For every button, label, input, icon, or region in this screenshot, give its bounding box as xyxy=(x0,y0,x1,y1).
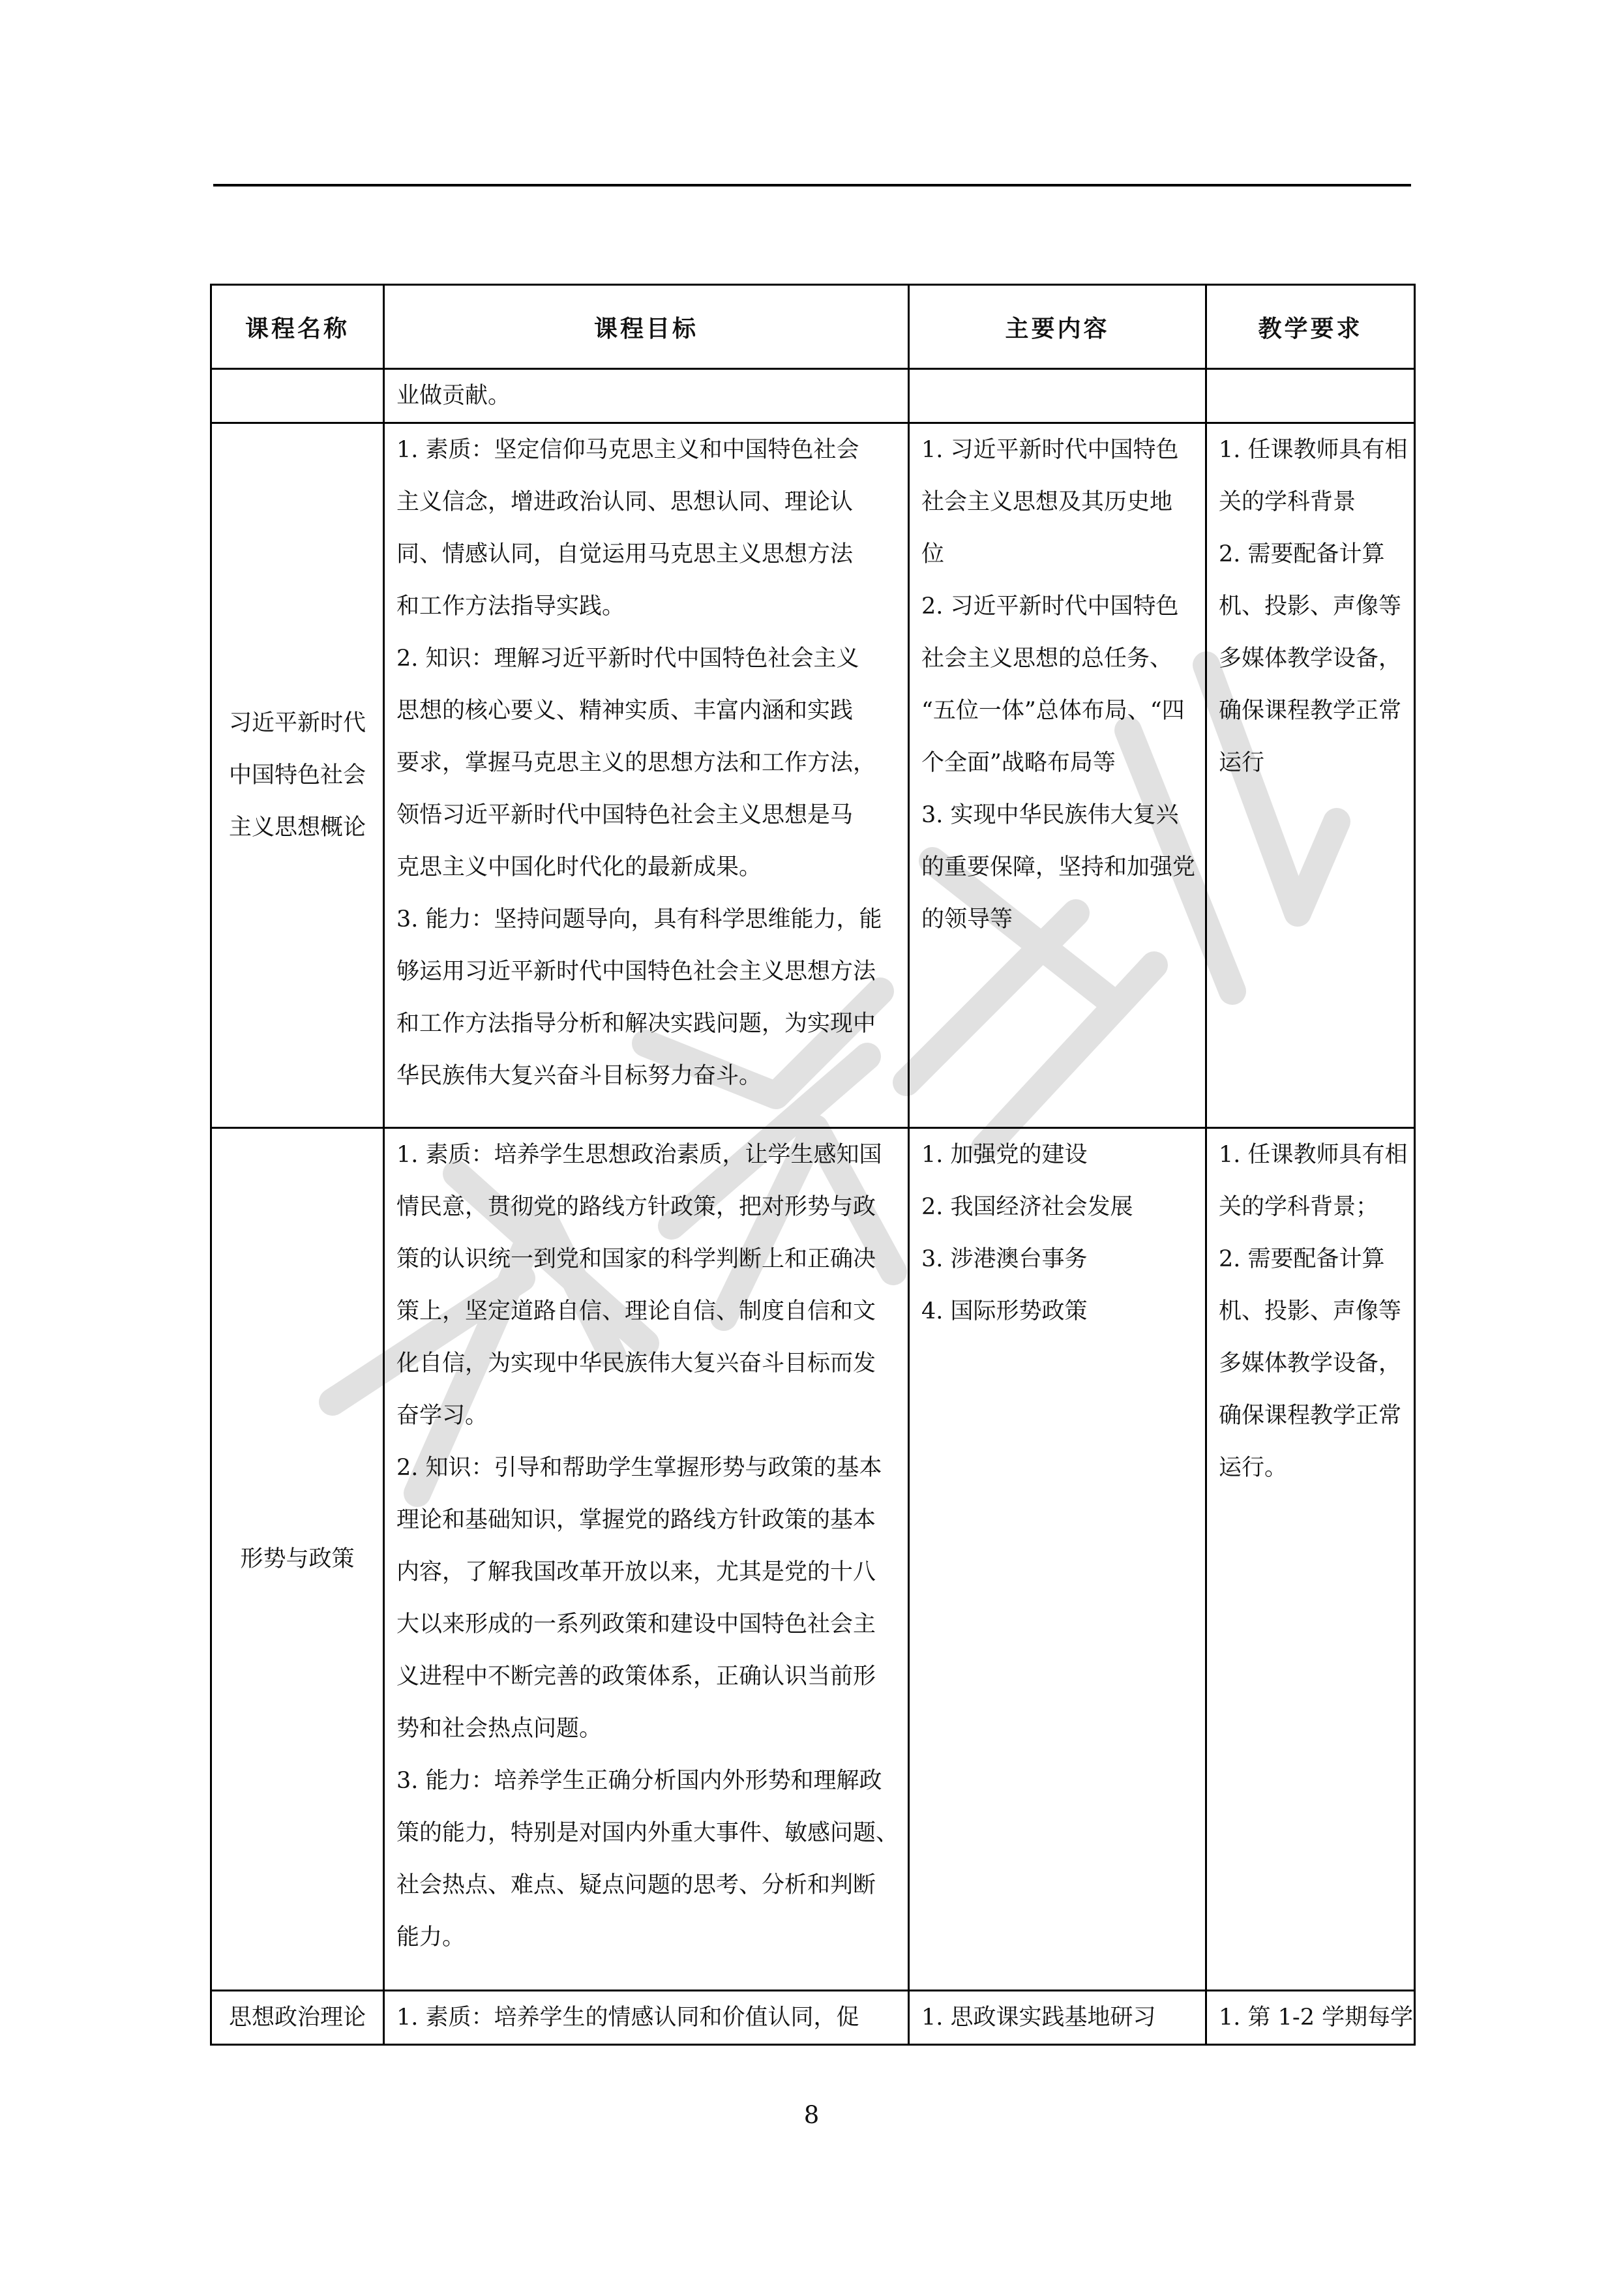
main-content-cell xyxy=(909,369,1206,423)
objective-line: 3. 能力：坚持问题导向，具有科学思维能力，能 xyxy=(396,906,882,932)
objective-line: 克思主义中国化时代化的最新成果。 xyxy=(396,854,762,880)
objective-line: 华民族伟大复兴奋斗目标努力奋斗。 xyxy=(396,1063,762,1089)
objective-line: 奋学习。 xyxy=(396,1403,488,1429)
objective-line: 策的能力，特别是对国内外重大事件、敏感问题、 xyxy=(396,1820,899,1846)
requirement-line: 机、投影、声像等 xyxy=(1219,1298,1402,1324)
content-line: 个全面”战略布局等 xyxy=(921,750,1116,776)
objective-line: 1. 素质：培养学生的情感认同和价值认同，促 xyxy=(396,2005,859,2031)
objective-line: 要求，掌握马克思主义的思想方法和工作方法， xyxy=(396,750,876,776)
requirement-line: 2. 需要配备计算 xyxy=(1219,1246,1385,1272)
content-line: 社会主义思想的总任务、 xyxy=(921,646,1173,672)
header-course-name: 课程名称 xyxy=(211,285,384,369)
content-line: 3. 涉港澳台事务 xyxy=(921,1246,1088,1272)
header-rule xyxy=(213,184,1411,186)
objective-line: 2. 知识：理解习近平新时代中国特色社会主义 xyxy=(396,646,859,672)
table-header-row xyxy=(211,285,1415,369)
requirement-line: 2. 需要配备计算 xyxy=(1219,541,1385,567)
objective-line: 领悟习近平新时代中国特色社会主义思想是马 xyxy=(396,802,854,828)
content-line: 1. 加强党的建设 xyxy=(921,1142,1088,1168)
requirement-line: 机、投影、声像等 xyxy=(1219,593,1402,619)
requirement-line: 运行。 xyxy=(1219,1455,1288,1481)
objective-line: 和工作方法指导分析和解决实践问题，为实现中 xyxy=(396,1011,876,1037)
header-teaching-requirement: 教学要求 xyxy=(1206,285,1415,369)
course-name-line: 中国特色社会 xyxy=(228,762,366,788)
objective-line: 够运用习近平新时代中国特色社会主义思想方法 xyxy=(396,959,876,985)
objective-line: 和工作方法指导实践。 xyxy=(396,593,625,619)
table-row xyxy=(211,1991,1415,2045)
requirement-line: 确保课程教学正常 xyxy=(1219,698,1402,724)
objective-line: 大以来形成的一系列政策和建设中国特色社会主 xyxy=(396,1611,876,1637)
teaching-requirement-cell xyxy=(1206,369,1415,423)
header-main-content: 主要内容 xyxy=(909,285,1206,369)
content-line: 2. 习近平新时代中国特色 xyxy=(921,593,1179,619)
requirement-line: 多媒体教学设备， xyxy=(1219,646,1402,672)
objective-line: 同、情感认同，自觉运用马克思主义思想方法 xyxy=(396,541,854,567)
header-course-objective: 课程目标 xyxy=(384,285,909,369)
page-number: 8 xyxy=(803,2101,820,2129)
course-objective-cell xyxy=(384,423,909,1128)
content-line: 社会主义思想及其历史地 xyxy=(921,489,1173,515)
course-table xyxy=(210,284,1416,2046)
content-line: 4. 国际形势政策 xyxy=(921,1298,1088,1324)
requirement-line: 多媒体教学设备， xyxy=(1219,1350,1402,1377)
objective-line: 2. 知识：引导和帮助学生掌握形势与政策的基本 xyxy=(396,1455,882,1481)
objective-line: 义进程中不断完善的政策体系，正确认识当前形 xyxy=(396,1663,876,1690)
main-content-cell xyxy=(909,1128,1206,1991)
course-name-line: 形势与政策 xyxy=(240,1546,355,1572)
content-line: 位 xyxy=(921,541,945,567)
requirement-line: 1. 任课教师具有相 xyxy=(1219,437,1408,463)
teaching-requirement-cell xyxy=(1206,423,1415,1128)
objective-line: 业做贡献。 xyxy=(396,383,511,409)
content-line: 1. 思政课实践基地研习 xyxy=(921,2005,1156,2031)
teaching-requirement-cell xyxy=(1206,1128,1415,1991)
table-row xyxy=(211,369,1415,423)
requirement-line: 关的学科背景； xyxy=(1219,1194,1379,1220)
requirement-line: 确保课程教学正常 xyxy=(1219,1403,1402,1429)
content-line: 的重要保障，坚持和加强党 xyxy=(921,854,1196,880)
course-name-cell xyxy=(211,369,384,423)
course-name-line: 习近平新时代 xyxy=(228,710,366,736)
course-objective-cell xyxy=(384,369,909,423)
objective-line: 主义信念，增进政治认同、思想认同、理论认 xyxy=(396,489,854,515)
objective-line: 社会热点、难点、疑点问题的思考、分析和判断 xyxy=(396,1872,876,1898)
table-row xyxy=(211,423,1415,1128)
requirement-line: 1. 第 1-2 学期每学 xyxy=(1219,2005,1414,2031)
objective-line: 1. 素质：培养学生思想政治素质，让学生感知国 xyxy=(396,1142,882,1168)
objective-line: 能力。 xyxy=(396,1924,466,1950)
course-name-line: 思想政治理论 xyxy=(228,2005,366,2031)
teaching-requirement-cell xyxy=(1206,1991,1415,2045)
course-name-line: 主义思想概论 xyxy=(228,814,366,841)
content-line: 3. 实现中华民族伟大复兴 xyxy=(921,802,1179,828)
course-objective-cell xyxy=(384,1991,909,2045)
requirement-line: 运行 xyxy=(1219,750,1265,776)
objective-line: 内容，了解我国改革开放以来，尤其是党的十八 xyxy=(396,1559,876,1585)
objective-line: 3. 能力：培养学生正确分析国内外形势和理解政 xyxy=(396,1768,882,1794)
objective-line: 化自信，为实现中华民族伟大复兴奋斗目标而发 xyxy=(396,1350,876,1377)
objective-line: 1. 素质：坚定信仰马克思主义和中国特色社会 xyxy=(396,437,859,463)
requirement-line: 1. 任课教师具有相 xyxy=(1219,1142,1408,1168)
requirement-line: 关的学科背景 xyxy=(1219,489,1356,515)
objective-line: 策上，坚定道路自信、理论自信、制度自信和文 xyxy=(396,1298,876,1324)
course-name-cell xyxy=(211,1128,384,1991)
content-line: “五位一体”总体布局、“四 xyxy=(921,698,1185,724)
content-line: 的领导等 xyxy=(921,906,1013,932)
main-content-cell xyxy=(909,1991,1206,2045)
course-objective-cell xyxy=(384,1128,909,1991)
main-content-cell xyxy=(909,423,1206,1128)
content-line: 2. 我国经济社会发展 xyxy=(921,1194,1133,1220)
objective-line: 理论和基础知识，掌握党的路线方针政策的基本 xyxy=(396,1507,876,1533)
content-line: 1. 习近平新时代中国特色 xyxy=(921,437,1179,463)
objective-line: 策的认识统一到党和国家的科学判断上和正确决 xyxy=(396,1246,876,1272)
objective-line: 情民意，贯彻党的路线方针政策，把对形势与政 xyxy=(396,1194,876,1220)
objective-line: 势和社会热点问题。 xyxy=(396,1716,603,1742)
course-name-cell xyxy=(211,423,384,1128)
objective-line: 思想的核心要义、精神实质、丰富内涵和实践 xyxy=(396,698,854,724)
table-row xyxy=(211,1128,1415,1991)
course-name-cell xyxy=(211,1991,384,2045)
